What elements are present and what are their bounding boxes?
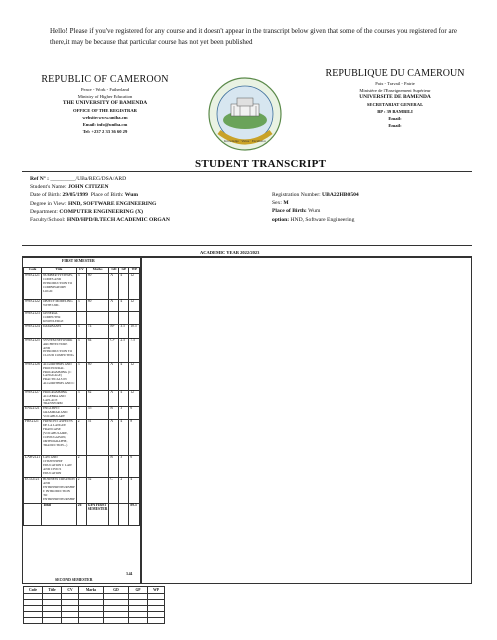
cell-gd: B [109,456,119,478]
fs-header-wp: WP [129,268,140,274]
empty-cell [104,618,129,624]
degree-label: Degree in View: [30,200,67,207]
student-name-value: JOHN CITIZEN [68,184,109,191]
seal-motto: Knowledge · Virtue · Excellence [224,139,266,143]
cell-marks: 80 [86,274,109,300]
cell-title: FRENCH I: ASPECTS DE LA LANGUE FRANCAISE (VOCABULAIRE, CONJUGAISON, ORTHOGRAPHE, TRADUCTION...) [42,420,77,456]
website-en: website:www.uniba.cm [82,115,128,120]
cell-cv: 3 [76,390,86,407]
cell-wp: 12 [129,390,140,407]
first-semester-table [23,267,140,526]
department-value: COMPUTER ENGINEERING (X) [59,208,143,215]
cell-wp [129,312,140,325]
cell-gp: 3 [119,407,129,420]
cell-gd: A [109,300,119,312]
table-row [24,324,140,338]
header-french [325,68,465,129]
empty-cell [24,618,43,624]
option-label: option: [272,216,290,223]
first-semester-label: FIRST SEMESTER [62,259,95,263]
table-row [24,618,165,624]
ss-header-gd: GD [104,587,129,594]
cell-code: SWE2126 [24,362,42,390]
empty-cell [79,618,104,624]
office-fr: SECRETARIAT GENERAL [366,102,424,107]
faculty-label: Faculty/School: [30,217,66,224]
pob2-label: Place of Birth: [272,208,307,215]
motto-en: Peace - Work - Fatherland [80,87,130,92]
cell-gd: A [109,390,119,407]
cell-code: SWE2121 [24,274,42,300]
total-wp: 89.5 [129,504,140,526]
header-english [30,74,180,135]
cell-cv [76,312,86,325]
cell-title: NUMBER SYSTEMS, CODES AND INTRODUCTION TO COMBINATORY LOGIC [42,274,77,300]
empty-cell [62,618,79,624]
ministry-en: Ministry of Higher Education [77,94,133,99]
cell-gp: 3 [119,456,129,478]
motto-fr: Paix - Travail - Patrie [375,81,415,86]
university-en: THE UNIVERSITY OF BAMENDA [62,100,148,106]
empty-cell [43,618,62,624]
cell-wp: 4 [129,478,140,504]
table-row [24,478,140,504]
cell-cv: 3 [76,274,86,300]
cell-marks: 52 [86,478,109,504]
cell-wp: 6 [129,456,140,478]
cell-cv: 2 [76,407,86,420]
fs-header-marks: Marks [86,268,109,274]
cell-marks: 82 [86,390,109,407]
ss-header-title: Title [43,587,62,594]
dob-value: 29/05/1999 [62,192,88,199]
ss-header-wp: WP [148,587,165,594]
pob2-value: Wum [308,208,321,215]
cell-cv: 2 [76,478,86,504]
empty-cell [148,618,165,624]
year-top-rule [22,245,472,246]
cell-title: PROGRAMMING ALGEBRA AND LAPLACE TRANSFORM [42,390,77,407]
cell-gd: A [109,274,119,300]
cell-title: SYSTEM NETWORK ARCHITECTURE AND INTRODUCTION TO CLOUD COMPUTING [42,338,77,362]
table-row [24,312,140,325]
cell-title: ENGLISH I: GRAMMAR AND VOCABULARY [42,407,77,420]
student-info-right [272,191,462,224]
second-semester-label: SECOND SEMESTER [55,578,93,582]
cell-wp: 8 [129,420,140,456]
ss-header-gp: GP [129,587,148,594]
cell-code: ECO2121 [24,478,42,504]
cell-wp: 12 [129,300,140,312]
fs-header-cv: CV [76,268,86,274]
cell-code: ENG2121 [24,407,42,420]
second-semester-table [23,586,165,624]
ministry-fr: Ministère de l'Enseignement Supérieur [359,88,431,93]
total-label: Total [42,504,77,526]
fs-header-code: Code [24,268,42,274]
cell-gd: B+ [109,324,119,338]
total-row [24,504,140,526]
registration-label: Registration Number: [272,192,321,198]
table-row [24,300,140,312]
phone-en: Tel: +237 2 33 36 60 29 [82,129,128,134]
po-box-fr: BP : 39 BAMBILI [377,109,413,114]
cell-title: BUSINESS CREATION AND ENTREPRENEURSHIP I: INTRODUCTION TO ENTREPRENEURSHIP [42,478,77,504]
cell-title: DATABASES [42,324,77,338]
empty-cell [129,618,148,624]
cell-cv: 2 [76,456,86,478]
department-label: Department: [30,208,58,215]
gpa-value: 3.44 [126,572,133,576]
table-row [24,390,140,407]
table-row [24,420,140,456]
ref-label: Ref Nº : [30,176,49,182]
country-name-en: REPUBLIC OF CAMEROON [41,74,169,85]
cell-code: SWE2125 [24,338,42,362]
cell-wp: 10.5 [129,324,140,338]
cell-code: FRE2121 [24,420,42,456]
sex-label: Sex: [272,200,282,207]
cell-marks [86,312,109,325]
total-empty-cell [119,504,129,526]
cell-gp: 4 [119,274,129,300]
ref-value: _________/UBa/REG/DSA/ARD [50,176,127,182]
cell-wp: 12 [129,362,140,390]
gpa-label: GPA FIRST SEMESTER [86,504,109,526]
total-cv: 26 [76,504,86,526]
cell-wp: 6 [129,407,140,420]
sex-value: M [283,200,289,207]
cell-code: SWE2123 [24,312,42,325]
cell-marks: 74 [86,324,109,338]
university-seal-logo [207,76,283,152]
cell-gd: C+ [109,338,119,362]
table-row [24,274,140,300]
table-row [24,407,140,420]
cell-marks [86,456,109,478]
email-fr-1: Email: [388,116,402,121]
cell-wp: 7.5 [129,338,140,362]
fs-header-gd: GD [109,268,119,274]
cell-gd: A [109,362,119,390]
cell-gp: 4 [119,390,129,407]
cell-gp: 2 [119,478,129,504]
cell-marks: 80 [86,300,109,312]
cell-gd: A [109,420,119,456]
ss-header-marks: Marks [79,587,104,594]
registration-notice: Hello! Please if you've registered for any course and it doesn't appear in the transcript below given that some of the courses you registered for are there,it may be because that particular course has not yet been published [50,27,458,46]
cell-gp: 4 [119,420,129,456]
fs-header-title: Title [42,268,77,274]
email-en: Email: info@uniba.cm [82,122,128,127]
degree-value: HND, SOFTWARE ENGINEERING [67,200,157,207]
table-row [24,338,140,362]
cell-code: SWE2127 [24,390,42,407]
total-empty-cell [24,504,42,526]
cell-gd [109,312,119,325]
cell-gd: B [109,407,119,420]
total-empty-cell [109,504,119,526]
title-divider [22,171,472,172]
cell-cv: 3 [76,338,86,362]
country-name-fr: REPUBLIQUE DU CAMEROUN [325,68,465,79]
cell-gp: 2.5 [119,338,129,362]
registration-value: UBA22HB0504 [322,192,359,198]
cell-cv: 2 [76,420,86,456]
cell-gp [119,312,129,325]
cell-cv: 3 [76,324,86,338]
ss-header-code: Code [24,587,43,594]
email-fr-2: Email: [388,123,402,128]
cell-marks: 80 [86,362,109,390]
cell-wp: 12 [129,274,140,300]
cell-title: LAW AND CITIZENSHIP EDUCATION I: LAW AND CIVICS EDUCATION [42,456,77,478]
cell-marks: 51 [86,420,109,456]
cell-code: SWE2124 [24,324,42,338]
office-en: OFFICE OF THE REGISTRAR [73,108,137,113]
document-title: STUDENT TRANSCRIPT [195,158,327,170]
cell-title: GENERAL COMPUTER KNOWLEDGE [42,312,77,325]
faculty-value: HND/HPD/B.TECH ACADEMIC ORGAN [66,217,170,224]
cell-gp: 4 [119,300,129,312]
pob-label: Place of Birth: [90,192,124,199]
dob-label: Date of Birth: [30,192,62,199]
student-name-label: Student's Name: [30,184,67,191]
cell-title: OBJECT MODELING WITH UML [42,300,77,312]
cell-cv: 3 [76,362,86,390]
table-row [24,456,140,478]
cell-marks: 55 [86,407,109,420]
ss-header-cv: CV [62,587,79,594]
table-row [24,362,140,390]
cell-marks: 64 [86,338,109,362]
pob-value: Wum [124,192,139,199]
cell-title: ALGORITHMS AND PROCEDURAL PROGRAMMING (C LANGUAGE) PRACTICALS IN ALGORITHMS AND C [42,362,77,390]
fs-header-gp: GP [119,268,129,274]
option-value: HND, Software Engineering [290,216,355,223]
student-info-left [30,175,260,224]
cell-gp: 4 [119,362,129,390]
academic-year: ACADEMIC YEAR 2022/2023 [200,250,260,255]
cell-gp: 3.5 [119,324,129,338]
university-fr: UNIVERSITE DE BAMENDA [359,94,431,100]
cell-code: LAW2121 [24,456,42,478]
right-empty-frame [140,257,472,584]
cell-gd: C [109,478,119,504]
cell-cv: 3 [76,300,86,312]
cell-code: SWE2122 [24,300,42,312]
